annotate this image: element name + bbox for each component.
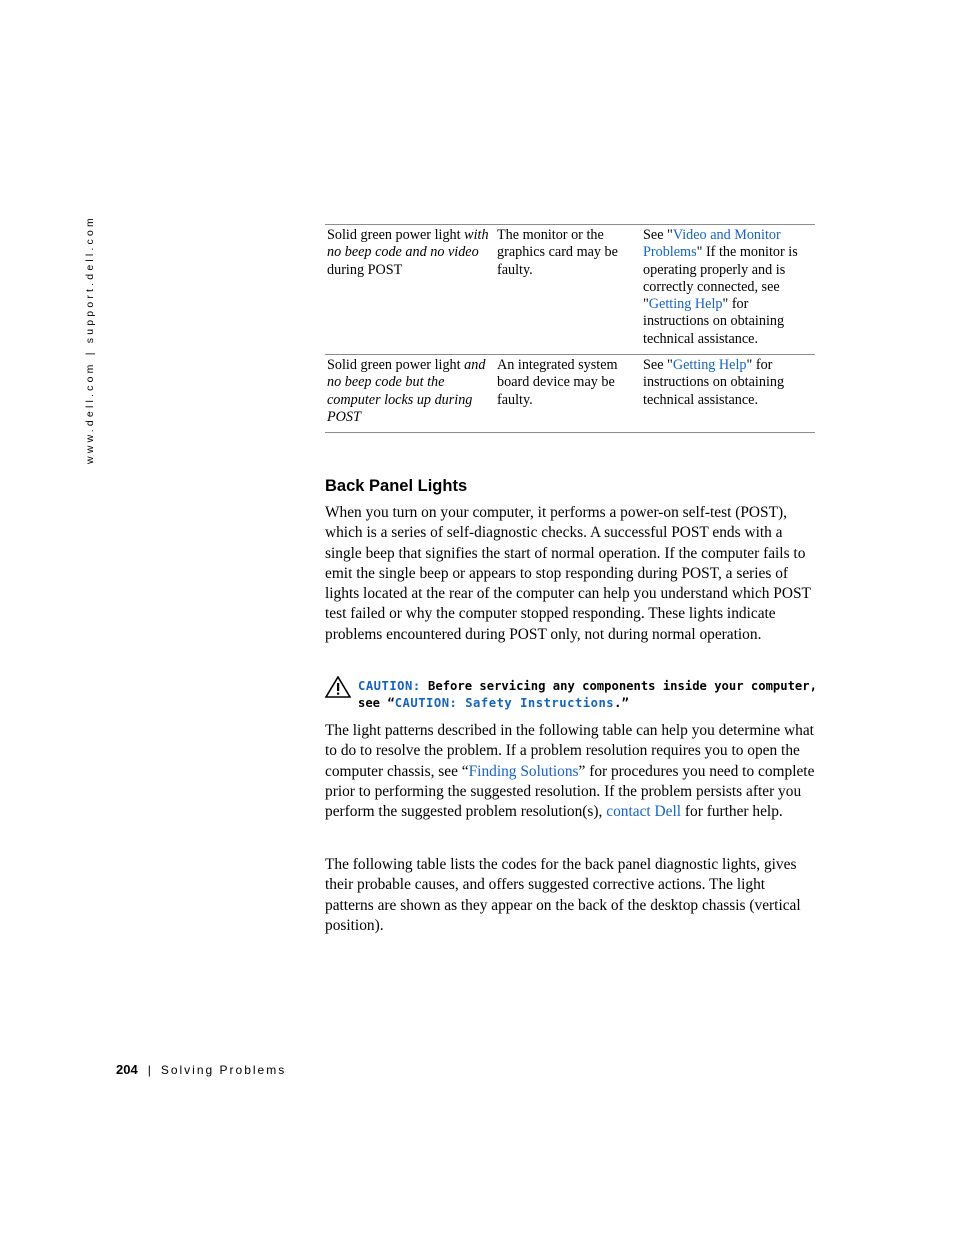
caution-text xyxy=(358,678,818,712)
section-heading: Back Panel Lights xyxy=(325,477,468,495)
codes-table-paragraph: The following table lists the codes for the back panel diagnostic lights, gives their probable causes, and offers suggested corrective actions. The light patterns are shown as they appear on the back of the desktop chassis (vertical position). xyxy=(325,856,801,934)
action-text-end: " for instructions on obtaining technical assistance. xyxy=(643,357,785,408)
troubleshooting-table xyxy=(325,224,815,433)
symptom-text-end: during POST xyxy=(327,261,403,278)
table-row xyxy=(325,225,815,355)
action-text-mid: " If the monitor is operating properly and is correctly connected, see " xyxy=(643,244,798,313)
caution-triangle-icon xyxy=(325,676,351,698)
action-cell xyxy=(639,355,815,433)
symptom-cell xyxy=(325,225,493,355)
light-patterns-paragraph xyxy=(325,721,815,822)
action-text: See " xyxy=(643,357,673,374)
page-footer xyxy=(116,1062,286,1077)
action-cell xyxy=(639,225,815,355)
action-text-end: " for instructions on obtaining technical assistance. xyxy=(643,296,785,347)
intro-paragraph: When you turn on your computer, it performs a power-on self-test (POST), which is a series of self-diagnostic checks. A successful POST ends with a single beep that signifies the start of normal operation. If the computer fails to emit the single beep or appears to stop responding during POST, a series of lights located at the rear of the computer can help you understand which POST test failed or why the computer stopped responding. These lights indicate problems encountered during POST only, not during normal operation. xyxy=(325,504,811,643)
finding-solutions-link[interactable]: Finding Solutions xyxy=(468,762,579,780)
para-text-mid: ” for procedures you need to complete prior to performing the suggested resolution. If the problem persists after you perform the suggested problem resolution(s), xyxy=(325,762,815,821)
symptom-cell xyxy=(325,355,493,433)
symptom-italic-text: with no beep code and no video xyxy=(327,227,489,261)
footer-separator: | xyxy=(147,1063,151,1077)
symptom-text: Solid green power light xyxy=(327,357,465,374)
getting-help-link[interactable]: Getting Help xyxy=(648,296,723,313)
caution-end: .” xyxy=(614,696,629,710)
safety-instructions-link[interactable]: CAUTION: Safety Instructions xyxy=(394,696,615,710)
table-row xyxy=(325,355,815,433)
cause-cell: The monitor or the graphics card may be faulty. xyxy=(493,225,639,355)
contact-dell-link[interactable]: contact Dell xyxy=(606,803,682,821)
cause-cell: An integrated system board device may be faulty. xyxy=(493,355,639,433)
symptom-text: Solid green power light xyxy=(327,227,465,243)
action-text: See " xyxy=(643,227,673,243)
side-url-text: www.dell.com | support.dell.com xyxy=(84,215,96,464)
video-monitor-problems-link[interactable]: Video and Monitor Problems xyxy=(643,227,781,261)
caution-label: CAUTION: xyxy=(358,679,421,693)
symptom-italic-text: and no beep code but the computer locks up during POST xyxy=(327,357,486,425)
footer-chapter-title: Solving Problems xyxy=(160,1063,287,1077)
caution-body: Before servicing any components inside your computer, see “ xyxy=(358,679,817,710)
side-url xyxy=(84,215,98,464)
para-text-end: for further help. xyxy=(681,803,783,821)
getting-help-link[interactable]: Getting Help xyxy=(672,357,747,374)
page-number: 204 xyxy=(116,1062,138,1077)
para-text: The light patterns described in the following table can help you determine what to do to resolve the problem. If a problem resolution requires you to open the computer chassis, see “ xyxy=(325,722,814,780)
